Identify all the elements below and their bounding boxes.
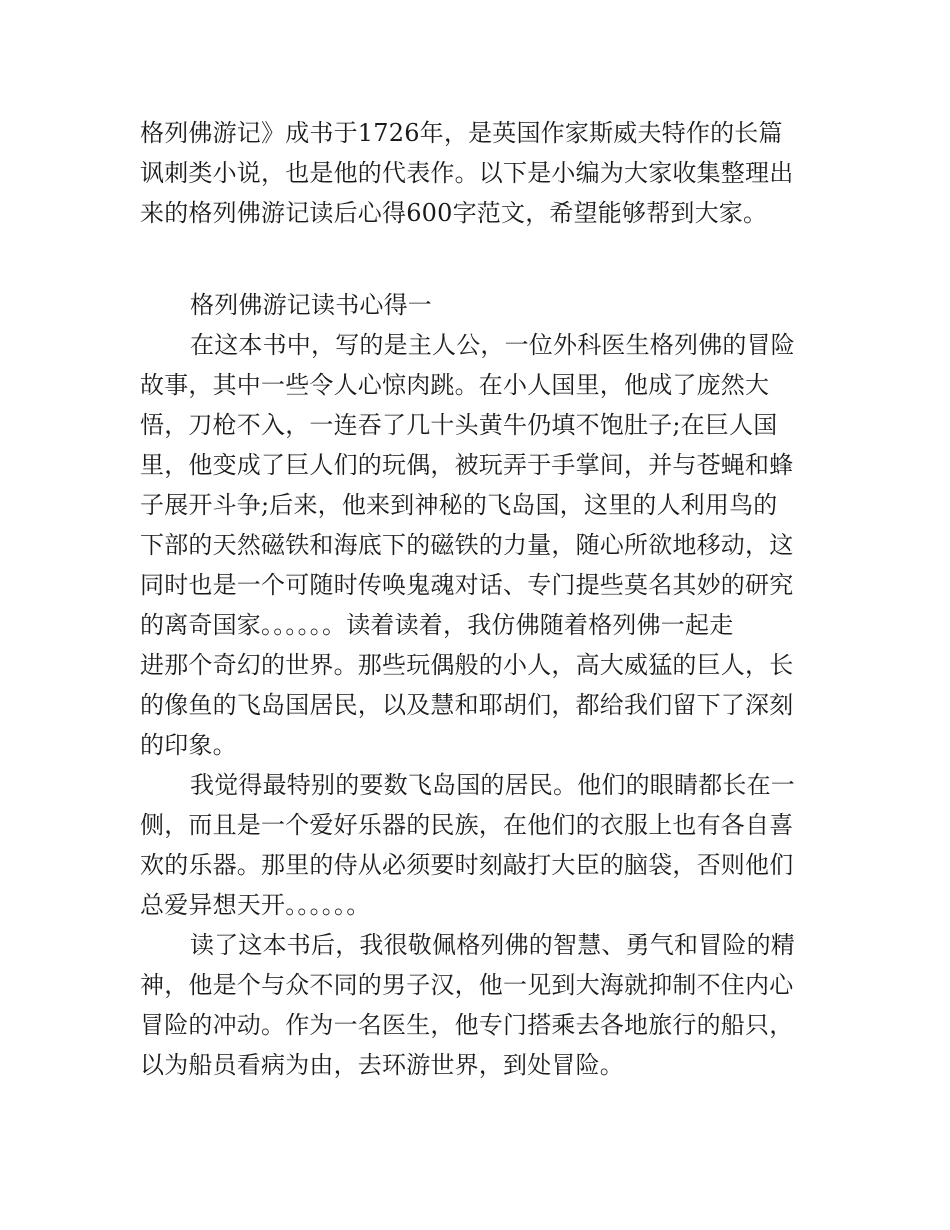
text-line: 的印象。 [140,731,237,759]
text-line: 故事，其中一些令人心惊肉跳。在小人国里，他成了庞然大 [140,371,770,399]
text-line: 格列佛游记》成书于1726年，是英国作家斯威夫特作的长篇 [140,119,783,147]
text-line: 在这本书中，写的是主人公，一位外科医生格列佛的冒险 [190,331,795,359]
document-page [140,113,812,1085]
text-line: 的离奇国家。。。。。。读着读着，我仿佛随着格列佛一起走 [140,611,734,639]
text-line: 讽刺类小说，也是他的代表作。以下是小编为大家收集整理出 [140,159,794,187]
text-line: 总爱异想天开。。。。。。 [140,891,371,919]
text-line: 下部的天然磁铁和海底下的磁铁的力量，随心所欲地移动，这 [140,531,794,559]
text-line: 我觉得最特别的要数飞岛国的居民。他们的眼睛都长在一 [190,771,795,799]
text-line: 欢的乐器。那里的侍从必须要时刻敲打大臣的脑袋，否则他们 [140,851,794,879]
text-line: 的像鱼的飞岛国居民，以及慧和耶胡们，都给我们留下了深刻 [140,691,794,719]
text-line: 里，他变成了巨人们的玩偶，被玩弄于手掌间，并与苍蝇和蜂 [140,451,794,479]
text-line: 侧，而且是一个爱好乐器的民族，在他们的衣服上也有各自喜 [140,811,794,839]
text-line: 悟，刀枪不入，一连吞了几十头黄牛仍填不饱肚子;在巨人国 [140,411,778,439]
text-line: 同时也是一个可随时传唤鬼魂对话、专门提些莫名其妙的研究 [140,571,794,599]
text-line: 神，他是个与众不同的男子汉，他一见到大海就抑制不住内心 [140,971,794,999]
paragraph-1 [140,325,812,765]
text-line: 读了这本书后，我很敬佩格列佛的智慧、勇气和冒险的精 [190,931,795,959]
text-line: 来的格列佛游记读后心得600字范文，希望能够帮到大家。 [140,199,768,227]
text-line: 冒险的冲动。作为一名医生，他专门搭乘去各地旅行的船只， [140,1011,794,1039]
text-line: 子展开斗争;后来，他来到神秘的飞岛国，这里的人利用鸟的 [140,491,778,519]
text-line: 以为船员看病为由，去环游世界，到处冒险。 [140,1051,624,1079]
paragraph-gap [140,233,812,285]
intro-paragraph [140,113,812,233]
paragraph-3 [140,925,812,1085]
section-title: 格列佛游记读书心得一 [190,291,432,319]
text-line: 进那个奇幻的世界。那些玩偶般的小人，高大威猛的巨人，长 [140,651,794,679]
paragraph-2 [140,765,812,925]
